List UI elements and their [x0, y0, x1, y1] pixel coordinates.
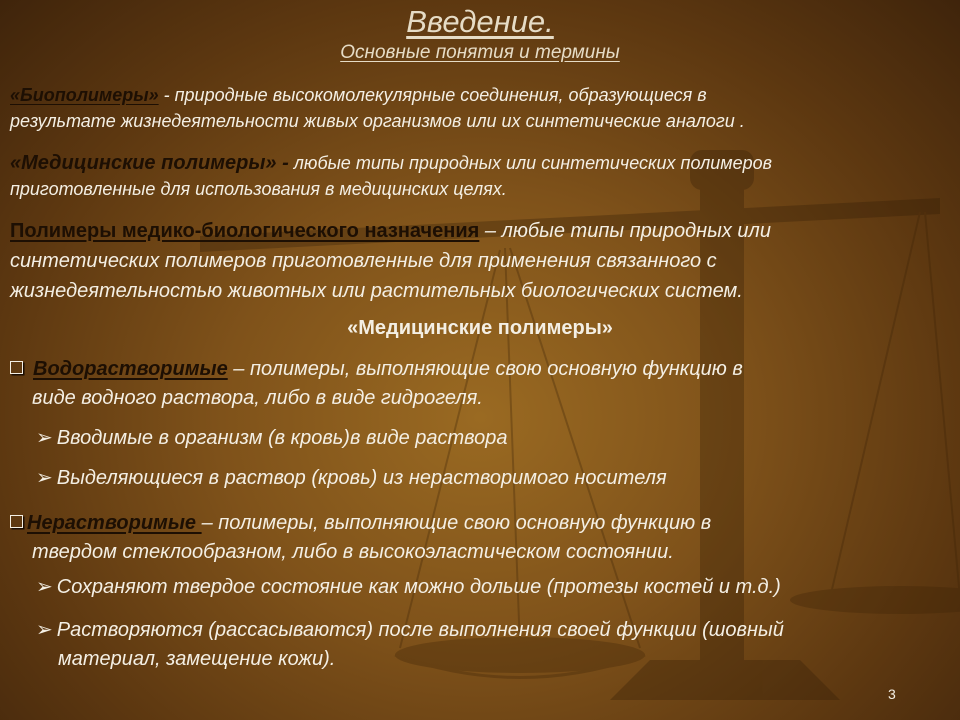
- definition-biopolymers: [10, 82, 945, 134]
- subitem-text: Выделяющиеся в раствор (кровь) из нерастворимого носителя: [56, 467, 667, 489]
- page-number: 3: [888, 686, 896, 702]
- term-water-soluble: Водорастворимые: [33, 358, 228, 380]
- definition-text-cont2: жизнедеятельностью животных или растительных биологических систем.: [10, 280, 743, 302]
- category-water-soluble: [10, 355, 945, 413]
- term-biomedical-polymers: Полимеры медико-биологического назначения: [10, 220, 480, 242]
- definition-text: - природные высокомолекулярные соединения, образующиеся в: [158, 85, 707, 105]
- subitem-text: Сохраняют твердое состояние как можно дольше (протезы костей и т.д.): [56, 576, 781, 598]
- subitem-stay-solid: [36, 573, 946, 602]
- definition-medical-polymers: [10, 150, 945, 202]
- term-biopolymers: «Биополимеры»: [10, 85, 159, 105]
- arrow-bullet-icon: ➢: [36, 467, 53, 489]
- subitem-injected: [36, 424, 946, 453]
- definition-text-cont: результате жизнедеятельности живых организмов или их синтетические аналоги .: [10, 111, 745, 131]
- slide-title: Введение.: [406, 4, 554, 39]
- category-text: – полимеры, выполняющие свою основную функцию в: [201, 512, 712, 534]
- category-text-cont: виде водного раствора, либо в виде гидрогеля.: [32, 387, 483, 409]
- subitem-released: [36, 464, 946, 493]
- category-insoluble: [10, 509, 945, 567]
- subitem-text-cont: материал, замещение кожи).: [58, 648, 336, 670]
- subitem-text: Растворяются (рассасываются) после выполнения своей функции (шовный: [56, 619, 784, 641]
- arrow-bullet-icon: ➢: [36, 619, 53, 641]
- checkbox-bullet-icon: [10, 361, 23, 374]
- subitem-dissolve: [36, 616, 946, 674]
- definition-text-cont1: синтетических полимеров приготовленные для применения связанного с: [10, 250, 717, 272]
- definition-text-cont: приготовленные для использования в медицинских целях.: [10, 179, 507, 199]
- definition-text: – любые типы природных или: [479, 220, 771, 242]
- definition-text: любые типы природных или синтетических полимеров: [288, 153, 773, 173]
- subitem-text: Вводимые в организм (в кровь)в виде раствора: [56, 427, 508, 449]
- category-text: – полимеры, выполняющие свою основную функцию в: [227, 358, 743, 380]
- slide-subtitle: Основные понятия и термины: [340, 42, 620, 63]
- checkbox-bullet-icon: [10, 515, 23, 528]
- term-medical-polymers: «Медицинские полимеры» -: [10, 152, 289, 174]
- section-heading: «Медицинские полимеры»: [347, 317, 613, 339]
- category-text-cont: твердом стеклообразном, либо в высокоэластическом состоянии.: [32, 541, 674, 563]
- term-insoluble: Нерастворимые: [27, 512, 202, 534]
- arrow-bullet-icon: ➢: [36, 576, 53, 598]
- definition-biomedical-polymers: [10, 216, 945, 306]
- arrow-bullet-icon: ➢: [36, 427, 53, 449]
